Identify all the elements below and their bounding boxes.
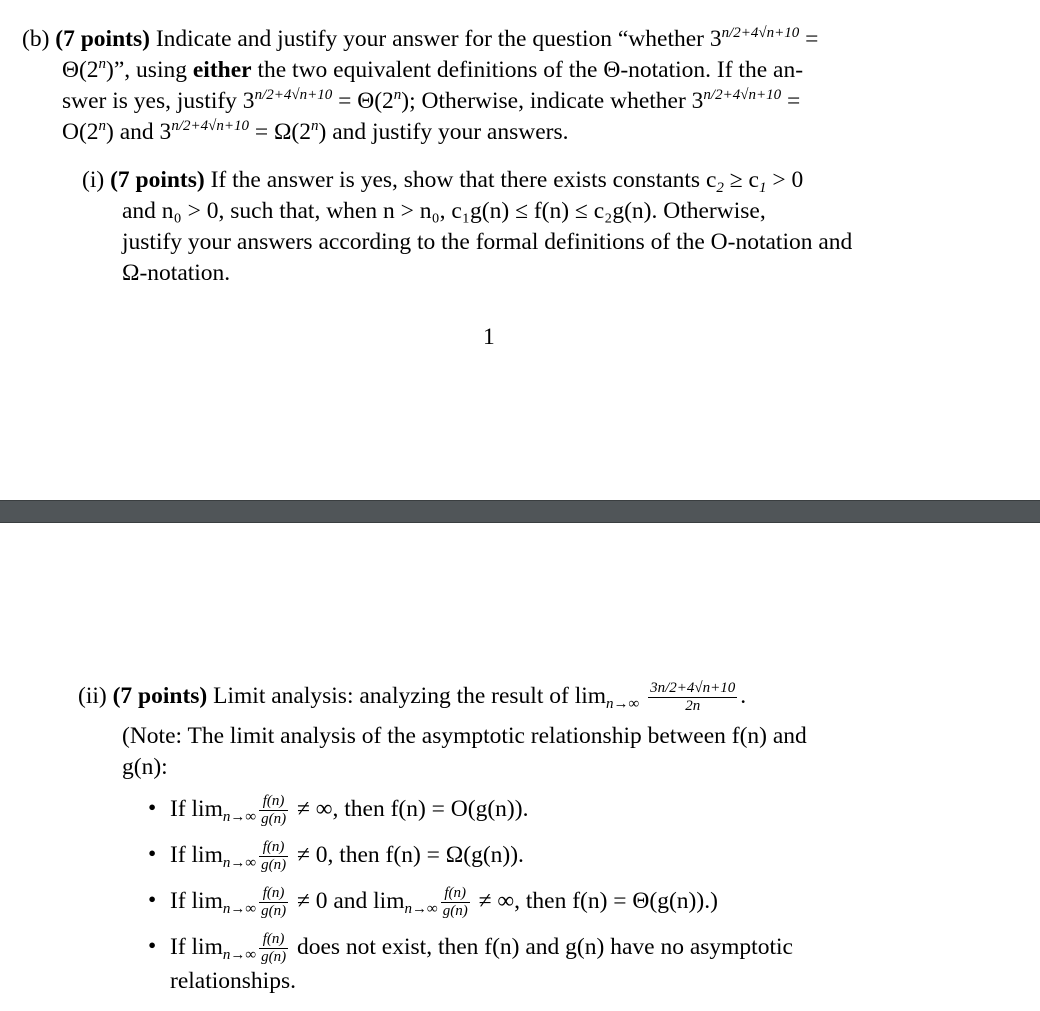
limit-fraction: $\frac{3n/2+4√n+10}{2n}$ xyxy=(650,680,736,714)
question-b-ii: (ii) (7 points) Limit analysis: analyzing the result of $\lim_{n\to\infty}$ $\frac{3n/2+4√n+10}{2n}$ . (Note: The limit analysis of the asymptotic relationship between f(n) and g(n): xyxy=(78,680,807,780)
question-b: (b) (7 points) Indicate and justify your answer for the question “whether $3^{n/2+4√n+10}$ = $\Theta(2^n)$”, using either the two equivalent definitions of the Θ-notation. If the an- swer is yes, justify $3^{n/2+4√n+10} = \Theta(2^n)$; Otherwise, indicate whether $3^{n/2+4√n+10}$ = $O(2^n)$ and $3^{n/2+4√n+10} = \Omega(2^n)$ and justify your answers. xyxy=(22,25,819,145)
page-divider xyxy=(0,500,1040,523)
list-item: • If $\lim_{n\to\infty}$ $\frac{f(n)}{g(n)}$ ≠ 0, then f(n) = Ω(g(n)). xyxy=(148,839,524,873)
list-item: • If $\lim_{n\to\infty}$ $\frac{f(n)}{g(n)}$ ≠ 0 and $\lim_{n\to\infty}$ $\frac{f(n)}{g(n)}$ ≠ ∞, then f(n) = Θ(g(n)).) xyxy=(148,885,718,919)
limit-rules-list xyxy=(148,793,982,997)
question-b-i: (i) (7 points) If the answer is yes, show that there exists constants $c_2 \ge c_1 > 0$ and n₀ > 0, such that, when n > n₀, c₁g(n) ≤ f(n) ≤ c₂g(n). Otherwise, justify your answers according to the formal definitions of the O-notation and Ω-notation. xyxy=(82,167,853,286)
page-number: 1 xyxy=(483,324,495,350)
list-item: • If $\lim_{n\to\infty}$ $\frac{f(n)}{g(n)}$ does not exist, then f(n) and g(n) have no asymptotic relationships. xyxy=(148,931,793,994)
list-item: • If $\lim_{n\to\infty}$ $\frac{f(n)}{g(n)}$ ≠ ∞, then f(n) = O(g(n)). xyxy=(148,793,529,827)
